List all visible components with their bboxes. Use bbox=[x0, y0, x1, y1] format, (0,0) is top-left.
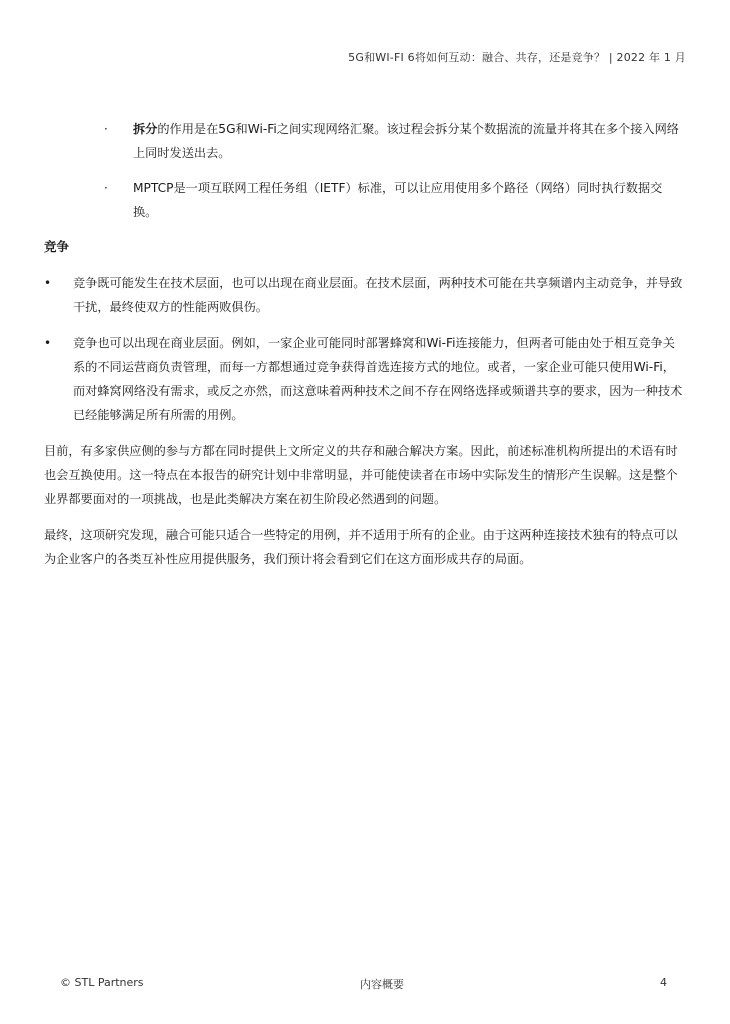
bullet-item bbox=[44, 271, 686, 319]
bullet-item bbox=[44, 331, 686, 427]
bullet-list bbox=[44, 271, 686, 427]
body-paragraph: 最终，这项研究发现，融合可能只适合一些特定的用例，并不适用于所有的企业。由于这两种连接技术独有的特点可以为企业客户的各类互补性应用提供服务，我们预计将会看到它们在这方面形成共存的局面。 bbox=[44, 528, 678, 566]
body-paragraph: 目前，有多家供应侧的参与方都在同时提供上文所定义的共存和融合解决方案。因此，前述标准机构所提出的术语有时也会互换使用。这一特点在本报告的研究计划中非常明显，并可能使读者在市场中实际发生的情形产生误解。这是整个业界都要面对的一项挑战，也是此类解决方案在初生阶段必然遇到的问题。 bbox=[44, 444, 678, 506]
page-number: 4 bbox=[660, 976, 667, 989]
page-header: 5G和WI-FI 6将如何互动：融合、共存，还是竞争？ | 2022 年 1 月 bbox=[348, 51, 686, 64]
bullet-marker: · bbox=[104, 122, 108, 136]
bullet-marker: • bbox=[44, 276, 52, 290]
footer-section-title: 内容概要 bbox=[360, 978, 404, 991]
bullet-marker: · bbox=[104, 181, 108, 195]
bold-term: 拆分 bbox=[133, 122, 158, 136]
sub-bullet-text: MPTCP是一项互联网工程任务组（IETF）标准，可以让应用使用多个路径（网络）同时执行数据交换。 bbox=[133, 181, 663, 219]
sub-bullet-item bbox=[104, 176, 686, 224]
section-heading: 竞争 bbox=[44, 239, 70, 254]
bullet-text: 竞争也可以出现在商业层面。例如，一家企业可能同时部署蜂窝和Wi-Fi连接能力，但两者可能由处于相互竞争关系的不同运营商负责管理，而每一方都想通过竞争获得首选连接方式的地位。或者，一家企业可能只使用Wi-Fi，而对蜂窝网络没有需求，或反之亦然，而这意味着两种技术之间不存在网络选择或频谱共享的要求，因为一种技术已经能够满足所有所需的用例。 bbox=[73, 336, 683, 422]
bullet-text: 竞争既可能发生在技术层面，也可以出现在商业层面。在技术层面，两种技术可能在共享频谱内主动竞争，并导致干扰，最终使双方的性能两败俱伤。 bbox=[73, 276, 683, 314]
sub-bullet-list bbox=[44, 117, 686, 224]
sub-bullet-item bbox=[104, 117, 686, 165]
footer-copyright: © STL Partners bbox=[60, 976, 144, 989]
sub-bullet-text: 的作用是在5G和Wi-Fi之间实现网络汇聚。该过程会拆分某个数据流的流量并将其在多个接入网络上同时发送出去。 bbox=[133, 122, 679, 160]
page-content bbox=[44, 117, 686, 583]
bullet-marker: • bbox=[44, 336, 52, 350]
